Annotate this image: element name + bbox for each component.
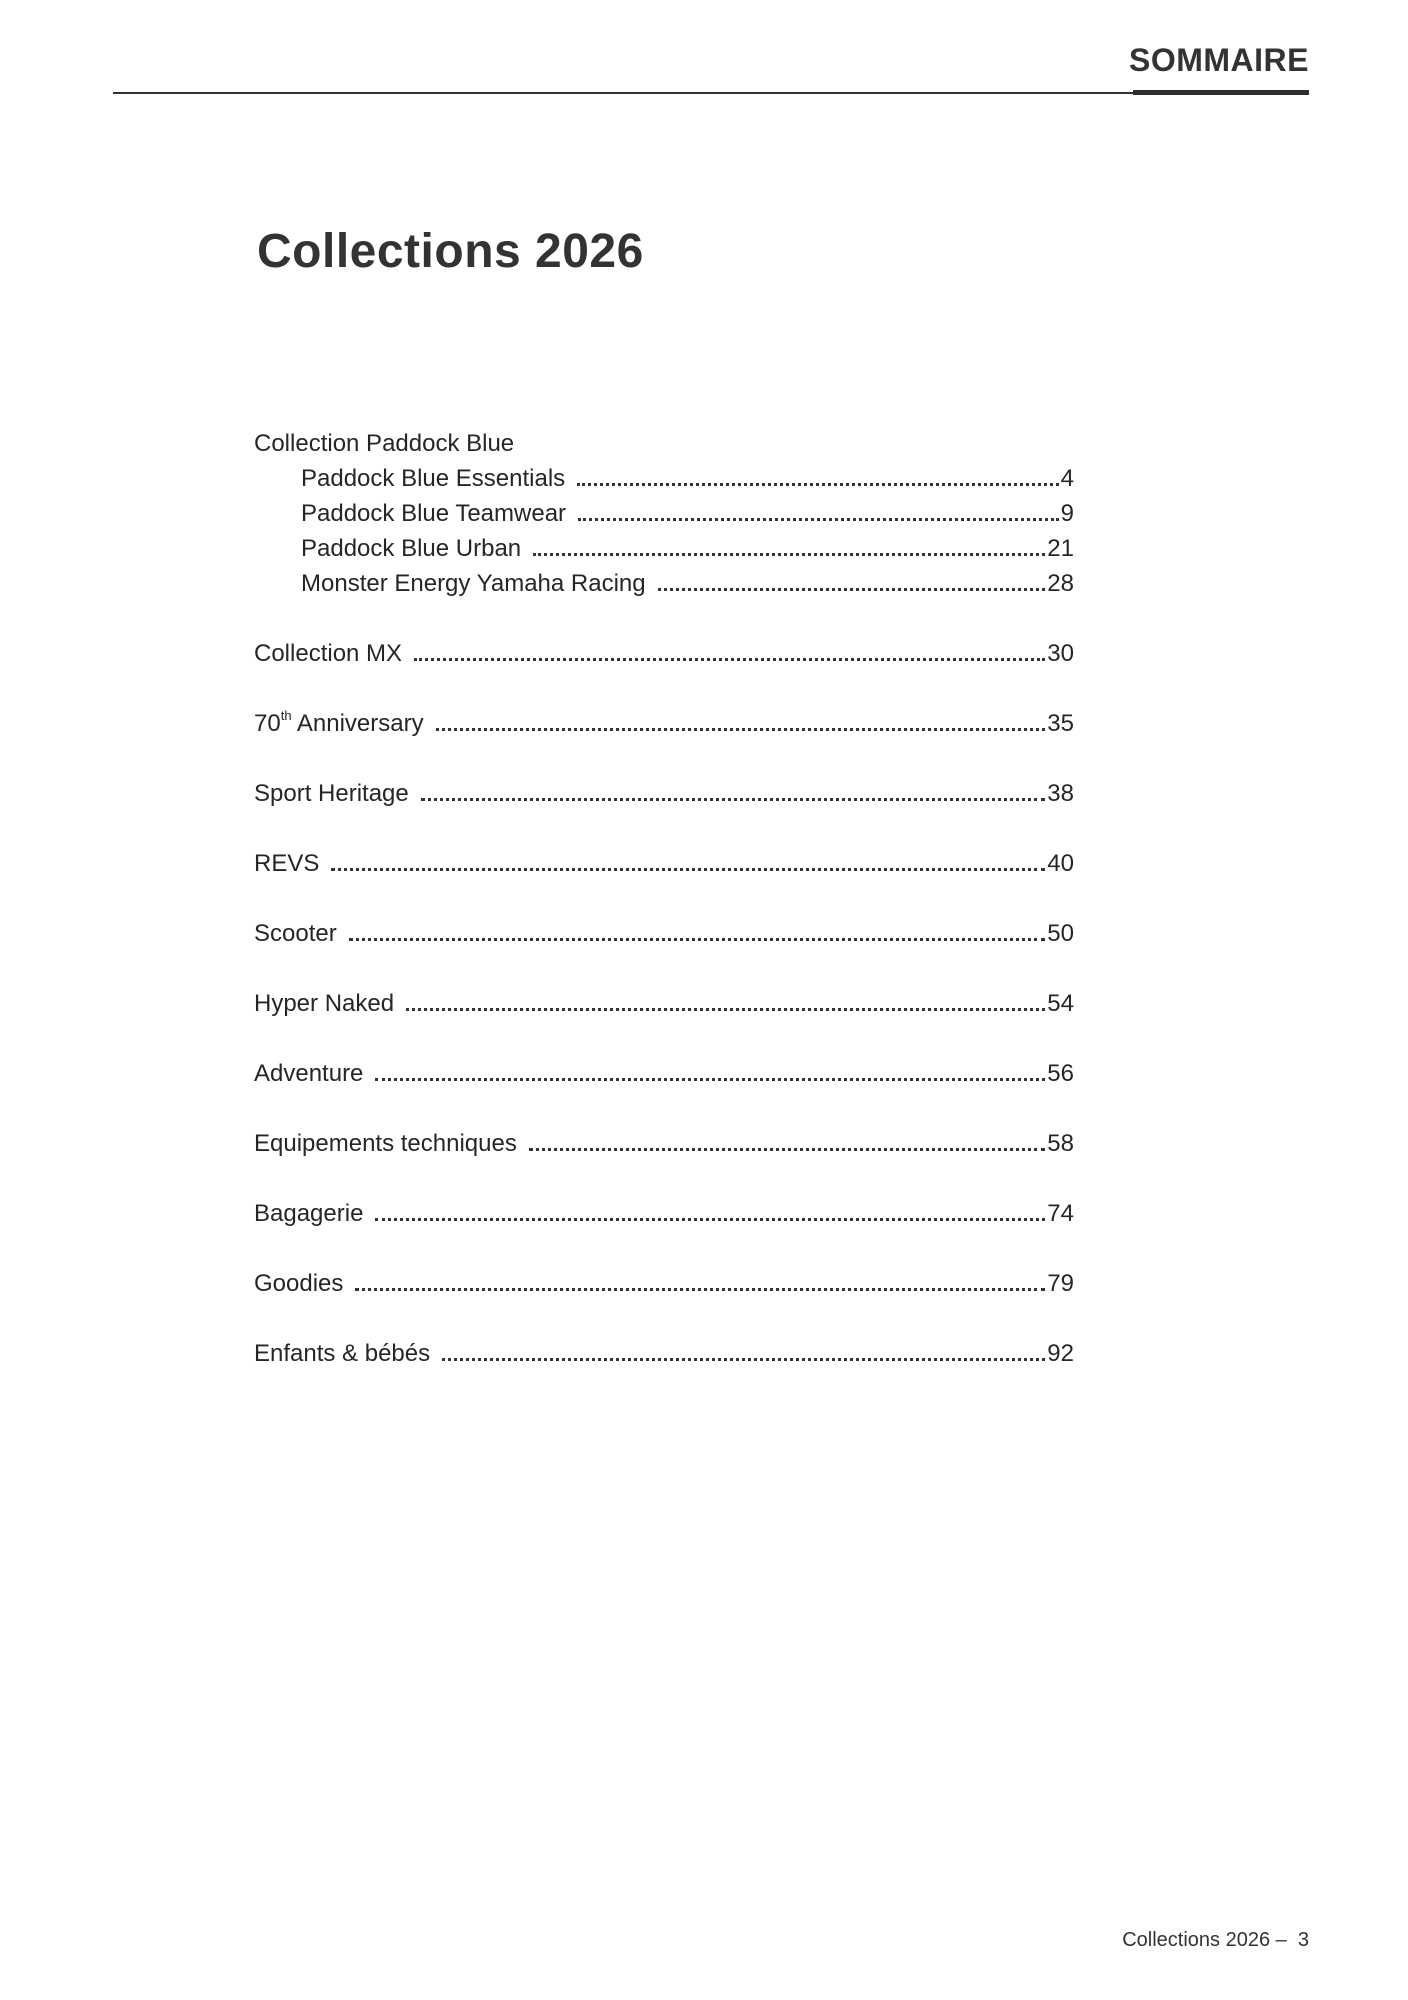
- toc-group-title: Collection Paddock Blue: [254, 430, 515, 457]
- dot-leader: [578, 518, 1059, 521]
- toc-entry-label: Monster Energy Yamaha Racing: [301, 570, 646, 597]
- dot-leader: [529, 1148, 1045, 1151]
- toc-entry-page: 40: [1047, 850, 1074, 877]
- toc-entry-monster-energy-yamaha-racing[interactable]: [254, 566, 1074, 601]
- toc-entry-page: 54: [1047, 990, 1074, 1017]
- dot-leader: [375, 1078, 1045, 1081]
- header-rule: [113, 92, 1309, 94]
- toc-entry-page: 9: [1060, 500, 1074, 527]
- toc-entry-label: Goodies: [254, 1270, 344, 1297]
- dot-leader: [442, 1358, 1045, 1361]
- toc-entry-label: Paddock Blue Teamwear: [301, 500, 567, 527]
- toc-entry-label: Adventure: [254, 1060, 364, 1087]
- toc-entry-page: 50: [1047, 920, 1074, 947]
- toc-entry-collection-mx[interactable]: [254, 636, 1074, 671]
- toc-entry-label: Paddock Blue Urban: [301, 535, 522, 562]
- toc-entry-enfants-bebes[interactable]: [254, 1336, 1074, 1371]
- page-footer: Collections 2026 – 3: [1122, 1929, 1309, 1951]
- toc-entry-scooter[interactable]: [254, 916, 1074, 951]
- toc-entry-page: 92: [1047, 1340, 1074, 1367]
- dot-leader: [355, 1288, 1045, 1291]
- toc-entry-label: Bagagerie: [254, 1200, 364, 1227]
- dot-leader: [331, 868, 1045, 871]
- toc-entry-label: Sport Heritage: [254, 780, 409, 807]
- toc-entry-page: 35: [1047, 710, 1074, 737]
- dot-leader: [421, 798, 1046, 801]
- toc-entry-label-prefix: 70: [254, 710, 281, 737]
- toc-entry-page: 74: [1047, 1200, 1074, 1227]
- toc-entry-page: 30: [1047, 640, 1074, 667]
- toc-entry-label-suffix: Anniversary: [291, 710, 424, 737]
- toc-entry-label: REVS: [254, 850, 320, 877]
- page-title: Collections 2026: [257, 225, 644, 278]
- section-label-underline: [1133, 90, 1309, 95]
- toc-entry-page: 38: [1047, 780, 1074, 807]
- dot-leader: [658, 588, 1046, 591]
- toc-entry-equipements-techniques[interactable]: [254, 1126, 1074, 1161]
- dot-leader: [436, 728, 1046, 731]
- toc-entry-label: Paddock Blue Essentials: [301, 465, 566, 492]
- toc-entry-revs[interactable]: [254, 846, 1074, 881]
- toc-entry-label: Scooter: [254, 920, 337, 947]
- toc-entry-70th-anniversary[interactable]: [254, 706, 1074, 741]
- dot-leader: [414, 658, 1045, 661]
- toc-entry-page: 56: [1047, 1060, 1074, 1087]
- toc-entry-bagagerie[interactable]: [254, 1196, 1074, 1231]
- toc-entry-label: Equipements techniques: [254, 1130, 517, 1157]
- toc-entry-label: Hyper Naked: [254, 990, 395, 1017]
- toc-entry-sport-heritage[interactable]: [254, 776, 1074, 811]
- toc-entry-label: Collection MX: [254, 640, 403, 667]
- dot-leader: [577, 483, 1058, 486]
- toc-entry-paddock-blue-teamwear[interactable]: [254, 496, 1074, 531]
- toc-entry-page: 21: [1047, 535, 1074, 562]
- dot-leader: [406, 1008, 1045, 1011]
- toc-entry-goodies[interactable]: [254, 1266, 1074, 1301]
- toc-entry-page: 28: [1047, 570, 1074, 597]
- dot-leader: [375, 1218, 1045, 1221]
- toc-entry-label-sup: th: [280, 708, 292, 723]
- toc-entry-page: 79: [1047, 1270, 1074, 1297]
- toc-entry-paddock-blue-essentials[interactable]: [254, 461, 1074, 496]
- section-label: SOMMAIRE: [1129, 42, 1309, 78]
- dot-leader: [349, 938, 1046, 941]
- toc-entry-hyper-naked[interactable]: [254, 986, 1074, 1021]
- toc-entry-label: Enfants & bébés: [254, 1340, 431, 1367]
- toc-entry-paddock-blue-urban[interactable]: [254, 531, 1074, 566]
- toc-entry-adventure[interactable]: [254, 1056, 1074, 1091]
- dot-leader: [533, 553, 1045, 556]
- table-of-contents: [254, 426, 1074, 1371]
- toc-entry-page: 4: [1060, 465, 1074, 492]
- toc-entry-page: 58: [1047, 1130, 1074, 1157]
- toc-entry-label: [254, 706, 436, 741]
